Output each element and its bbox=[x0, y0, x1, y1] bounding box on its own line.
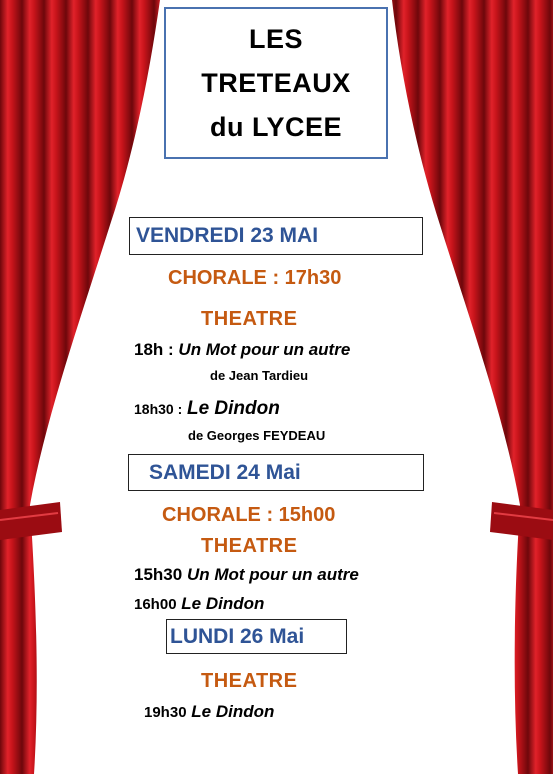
title-line-2: TRETEAUX bbox=[201, 68, 351, 98]
friday-show-2-time: 18h30 : bbox=[134, 401, 183, 417]
saturday-show-2-play: Le Dindon bbox=[181, 594, 265, 613]
friday-chorale: CHORALE : 17h30 bbox=[168, 267, 342, 289]
title-line-3: du LYCEE bbox=[209, 112, 343, 142]
saturday-chorale: CHORALE : 15h00 bbox=[162, 504, 336, 526]
saturday-show-1-play: Un Mot pour un autre bbox=[186, 565, 359, 584]
saturday-show-2-time: 16h00 bbox=[134, 596, 177, 613]
saturday-show-1-time: 15h30 bbox=[134, 565, 183, 584]
monday-day-label: LUNDI 26 Mai bbox=[170, 624, 305, 648]
saturday-day-box bbox=[128, 454, 424, 491]
monday-day-box bbox=[166, 619, 347, 654]
friday-show-1 bbox=[134, 340, 350, 360]
friday-show-2-play: Le Dindon bbox=[186, 398, 280, 419]
title-box bbox=[164, 7, 388, 159]
friday-theatre-heading: THEATRE bbox=[201, 308, 298, 330]
left-curtain bbox=[0, 0, 160, 774]
monday-theatre-heading: THEATRE bbox=[201, 670, 298, 692]
monday-show-1-play: Le Dindon bbox=[191, 702, 275, 721]
friday-show-1-play: Un Mot pour un autre bbox=[178, 340, 351, 359]
friday-show-1-time: 18h : bbox=[134, 340, 174, 359]
friday-show-2 bbox=[134, 398, 280, 420]
friday-day-label: VENDREDI 23 MAI bbox=[136, 224, 319, 247]
saturday-day-label: SAMEDI 24 Mai bbox=[149, 460, 301, 484]
friday-show-2-author: de Georges FEYDEAU bbox=[188, 428, 326, 443]
friday-day-box bbox=[129, 217, 423, 255]
title-line-1: LES bbox=[248, 24, 303, 54]
monday-show-1 bbox=[144, 702, 274, 722]
friday-show-1-author: de Jean Tardieu bbox=[210, 368, 309, 383]
saturday-show-2 bbox=[134, 594, 264, 614]
monday-show-1-time: 19h30 bbox=[144, 704, 187, 721]
saturday-theatre-heading: THEATRE bbox=[201, 535, 298, 557]
right-curtain bbox=[392, 0, 553, 774]
saturday-show-1 bbox=[134, 565, 359, 585]
